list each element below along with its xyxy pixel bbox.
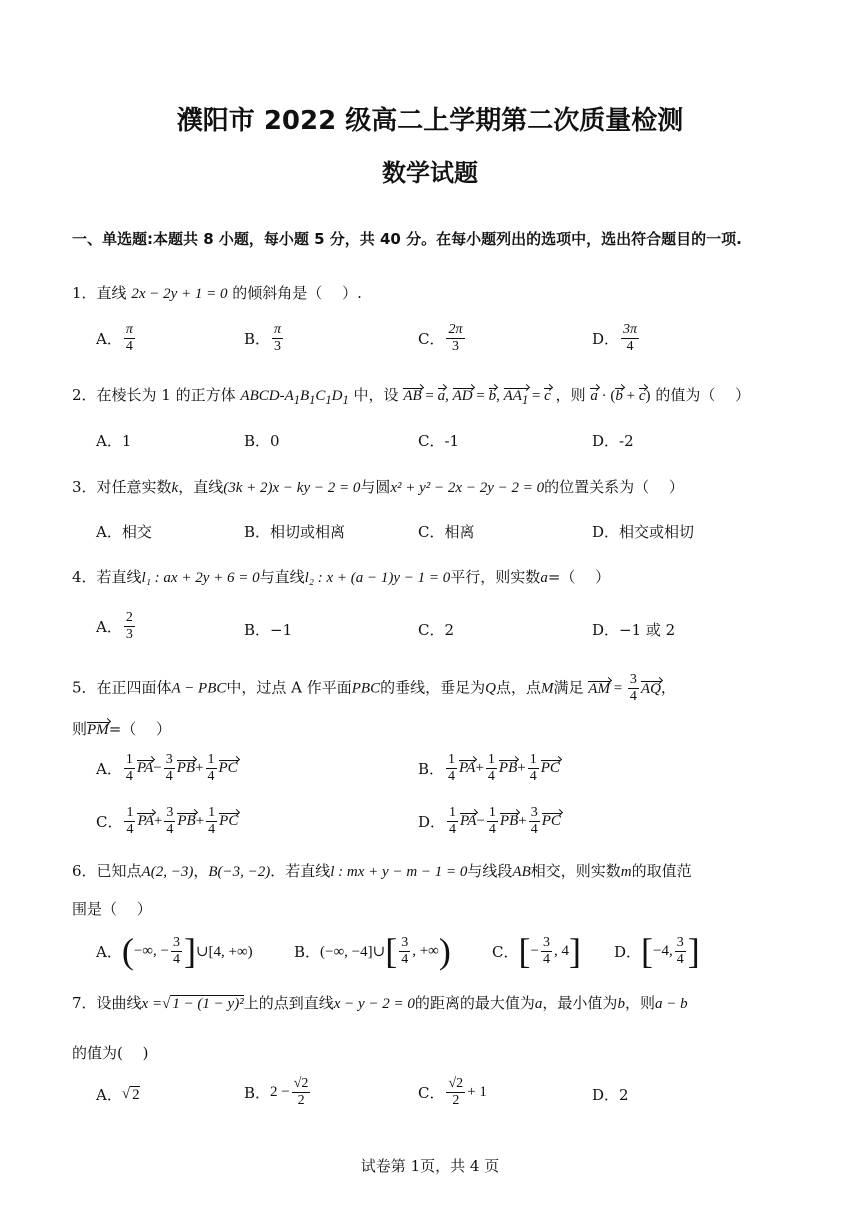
numerator: π	[274, 322, 282, 337]
question-7-line2: 的值为( )	[72, 1044, 149, 1062]
option-label: A．	[96, 760, 122, 778]
q6-option-c: C． [ − $\frac{3}{4}$ , 4 ]	[492, 931, 581, 971]
q7-curve-x: x =	[141, 996, 163, 1012]
vector-am: AM	[588, 680, 610, 697]
q2-option-d: D．-2	[592, 432, 634, 450]
vector-c: c	[638, 388, 646, 404]
exam-title: 濮阳市 2022 级高二上学期第二次质量检测	[176, 106, 684, 136]
option-label: A．	[96, 942, 122, 961]
q1-option-c	[418, 322, 467, 355]
fraction	[124, 610, 135, 643]
option-label: B．	[244, 330, 271, 348]
q2-suffix: 的值为（ ）	[655, 386, 751, 404]
option-label: B．	[294, 942, 321, 961]
q6-suffix: 的取值范	[631, 862, 692, 880]
q2-option-c: C．-1	[418, 432, 460, 450]
numerator: 2	[125, 610, 133, 625]
q5-option-b: B． $\frac{1}{4}$ PA + $\frac{1}{4}$ PB + $\frac{1}{4}$ PC	[418, 752, 560, 784]
q3-option-a: A．相交	[96, 523, 152, 541]
q2-option-b: B．0	[244, 432, 280, 450]
q6-option-d: D． [ −4, $\frac{3}{4}$ ]	[614, 931, 700, 971]
q1-prefix: 1．直线	[72, 284, 127, 302]
q5-q: Q	[485, 680, 496, 697]
q3-circle-word: 与圆	[360, 478, 391, 496]
q7-option-a: A． √ 2	[96, 1086, 140, 1104]
fraction	[446, 322, 464, 355]
numerator: 3π	[623, 322, 638, 337]
q7-a: a	[534, 996, 543, 1012]
question-1	[72, 282, 802, 303]
q6-option-b: B． (−∞, −4]∪ [ $\frac{3}{4}$ , +∞ )	[294, 931, 451, 971]
q5-option-c: C． $\frac{1}{4}$ PA + $\frac{3}{4}$ PB + $\frac{1}{4}$ PC	[96, 805, 239, 837]
q7-mid2: 的距离的最大值为	[414, 994, 535, 1012]
q4-option-c: C．2	[418, 621, 455, 639]
question-7: 7．设曲线x =√ 1 − (1 − y)²上的点到直线x − y − 2 = 0的距离的最大值为a，最小值为b，则a − b	[72, 994, 688, 1012]
q4-l2: l₂ : x + (a − 1)y − 1 = 0	[304, 570, 451, 586]
q3-k: k	[171, 480, 179, 496]
denominator: 3	[274, 339, 282, 354]
q6-sep: ，	[193, 862, 209, 880]
q2-option-a: A．1	[96, 432, 132, 450]
q5-mid2: 的垂线，垂足为	[380, 678, 486, 697]
vector-ad: AD	[452, 388, 473, 404]
q2-mid: 中，设	[353, 386, 399, 404]
denominator: 4	[626, 339, 634, 354]
question-5-line2	[72, 718, 802, 739]
question-3	[72, 476, 802, 497]
vector-b: b	[488, 388, 497, 404]
q4-eq: =（ ）	[547, 568, 611, 586]
q3-circle-expr: x² + y² − 2x − 2y − 2 = 0	[390, 480, 545, 496]
q2-prefix: 2．在棱长为 1 的正方体	[72, 386, 236, 404]
fraction: $\frac{3}{4}$	[629, 672, 637, 704]
option-label: C．	[418, 1084, 445, 1102]
option-label: B．	[418, 760, 445, 778]
q4-suffix: 平行，则实数	[450, 568, 541, 586]
q5-option-a: A． $\frac{1}{4}$ PA − $\frac{3}{4}$ PB + $\frac{1}{4}$ PC	[96, 752, 238, 784]
q7-option-d: D．2	[592, 1086, 629, 1104]
q4-var: a	[540, 570, 548, 586]
option-label: D．	[614, 942, 642, 961]
q3-prefix: 3．对任意实数	[72, 478, 172, 496]
option-label: A．	[96, 1086, 122, 1104]
fraction	[621, 322, 639, 355]
q1-expr: 2x − 2y + 1 = 0	[131, 286, 228, 302]
option-label: D．	[592, 330, 620, 348]
q5-mid3: 点，点	[495, 678, 541, 697]
option-label: D．	[418, 813, 446, 831]
vector-ab: AB	[403, 388, 422, 404]
q2-then: ，则	[555, 386, 586, 404]
q7-mid3: ，最小值为	[542, 994, 618, 1012]
q2-solid: ABCD-$A_1B_1C_1D_1$	[240, 388, 349, 407]
q4-l1: l₁ : ax + 2y + 6 = 0	[141, 570, 260, 586]
q4-option-d: D．−1 或 2	[592, 621, 676, 639]
vector-aa1: $AA_1$	[503, 388, 529, 407]
q6-line: l : mx + y − m − 1 = 0	[330, 864, 468, 880]
q5-m: M	[540, 680, 554, 697]
q3-option-d: D．相交或相切	[592, 523, 695, 541]
q5-line2-suffix: =（ ）	[108, 720, 172, 738]
denominator: 3	[451, 339, 459, 354]
q1-option-b	[244, 322, 285, 355]
q1-option-a	[96, 322, 137, 355]
q5-mid: 中，过点 A 作平面	[226, 678, 352, 697]
question-5: 5．在正四面体A − PBC中，过点 A 作平面PBC的垂线，垂足为Q点，点M满足 AM = $\frac{3}{4}$ AQ，	[72, 672, 676, 704]
q6-option-a: A． ( −∞, − $\frac{3}{4}$ ] ∪[4, +∞)	[96, 931, 253, 971]
q5-line2-prefix: 则	[72, 720, 88, 738]
question-6-line2: 围是（ ）	[72, 900, 152, 918]
q6-point-a: A(2, −3)	[141, 864, 194, 880]
option-label: A．	[96, 330, 122, 348]
q4-mid: 与直线	[259, 568, 305, 586]
vector-pm: PM	[87, 722, 109, 738]
q7-b: b	[617, 996, 625, 1012]
q7-prefix: 7．设曲线	[72, 994, 142, 1012]
q3-line-word: ，直线	[178, 478, 224, 496]
q7-mid4: ，则	[624, 994, 655, 1012]
q7-curve-inner: 1 − (1 − y)²	[172, 996, 244, 1012]
vector-c: c	[544, 388, 551, 404]
question-2: 2．在棱长为 1 的正方体 ABCD-$A_1B_1C_1D_1$ 中，设 AB = a, AD = b, $AA_1 = c$ ，则 a · (b + c) 的值为（ ）	[72, 386, 751, 407]
q3-line-expr: (3k + 2)x − ky − 2 = 0	[223, 480, 361, 496]
option-label: A．	[96, 618, 122, 636]
q6-mid2: 与线段	[467, 862, 513, 880]
q1-suffix: 的倾斜角是（ ）.	[232, 284, 362, 302]
q7-mid: 上的点到直线	[243, 994, 334, 1012]
denominator: 4	[125, 339, 133, 354]
q4-option-b: B．−1	[244, 621, 293, 639]
numerator: 2π	[448, 322, 463, 337]
q7-amb: a − b	[654, 996, 688, 1012]
option-label: C．	[96, 813, 123, 831]
option-label: C．	[492, 942, 519, 961]
q3-suffix: 的位置关系为（ ）	[544, 478, 684, 496]
question-6	[72, 860, 802, 881]
fraction	[272, 322, 283, 355]
q7-line: x − y − 2 = 0	[333, 996, 415, 1012]
q6-ab: AB	[512, 864, 531, 880]
option-label: C．	[418, 330, 445, 348]
page-footer: 试卷第 1页，共 4 页	[360, 1157, 500, 1175]
q4-prefix: 4．若直线	[72, 568, 142, 586]
vector-b: b	[615, 388, 623, 404]
exam-subtitle: 数学试题	[382, 159, 478, 187]
q2-solid-text: ABCD-A	[240, 388, 294, 404]
vector-aq: AQ	[640, 680, 661, 697]
q7-option-c: C． $\frac{√2}{2}$ + 1	[418, 1076, 487, 1108]
option-label: B．	[244, 1084, 271, 1102]
q5-plane: PBC	[351, 680, 381, 697]
fraction	[124, 322, 135, 355]
q6-point-b: B(−3, −2)	[208, 864, 271, 880]
vector-a: a	[437, 388, 446, 404]
q6-mid3: 相交，则实数	[530, 862, 621, 880]
denominator: 3	[125, 627, 133, 642]
q6-prefix: 6．已知点	[72, 862, 142, 880]
q3-option-c: C．相离	[418, 523, 475, 541]
q1-option-d	[592, 322, 641, 355]
q5-mid4: 满足	[553, 678, 584, 697]
q7-option-b: B． 2 − $\frac{√2}{2}$	[244, 1076, 309, 1108]
section-heading: 一、单选题:本题共 8 小题，每小题 5 分，共 40 分。在每小题列出的选项中，选出符合题目的一项.	[72, 230, 742, 248]
numerator: π	[125, 322, 133, 337]
q5-solid: A − PBC	[171, 680, 227, 697]
q5-prefix: 5．在正四面体	[72, 678, 172, 697]
q6-mid: ．若直线	[270, 862, 331, 880]
q6-m: m	[620, 864, 632, 880]
q5-option-d: D． $\frac{1}{4}$ PA − $\frac{1}{4}$ PB + $\frac{3}{4}$ PC	[418, 805, 561, 837]
question-4	[72, 566, 802, 587]
q3-option-b: B．相切或相离	[244, 523, 346, 541]
vector-a: a	[590, 388, 598, 404]
q4-option-a	[96, 610, 137, 643]
